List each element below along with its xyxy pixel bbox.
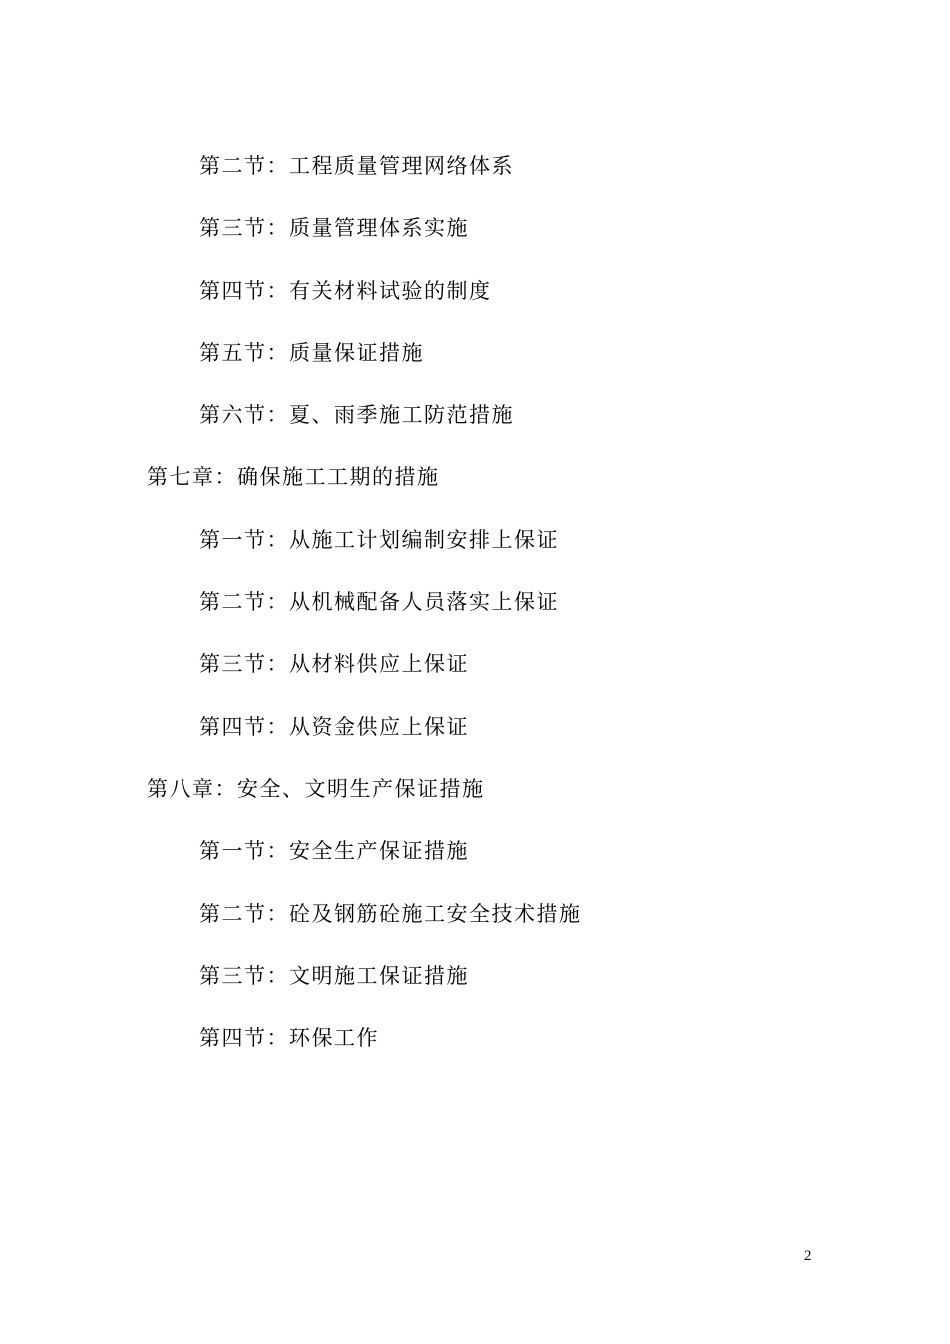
toc-chapter-heading: 第七章：确保施工工期的措施 <box>147 465 440 490</box>
toc-entry: 第三节：质量管理体系实施 <box>199 216 469 241</box>
toc-chapter-heading: 第八章：安全、文明生产保证措施 <box>147 776 485 801</box>
toc-entry: 第二节：砼及钢筋砼施工安全技术措施 <box>199 901 582 926</box>
toc-entry: 第三节：文明施工保证措施 <box>199 963 469 988</box>
toc-entry: 第一节：从施工计划编制安排上保证 <box>199 527 559 552</box>
page-number: 2 <box>804 1248 812 1264</box>
toc-entry: 第一节：安全生产保证措施 <box>199 839 469 864</box>
toc-entry: 第六节：夏、雨季施工防范措施 <box>199 403 514 428</box>
toc-entry: 第五节：质量保证措施 <box>199 340 424 365</box>
toc-entry: 第二节：从机械配备人员落实上保证 <box>199 590 559 615</box>
toc-entry: 第三节：从材料供应上保证 <box>199 652 469 677</box>
toc-entry: 第四节：有关材料试验的制度 <box>199 278 492 303</box>
toc-entry: 第四节：从资金供应上保证 <box>199 714 469 739</box>
toc-entry: 第四节：环保工作 <box>199 1026 379 1051</box>
toc-entry: 第二节：工程质量管理网络体系 <box>199 154 514 178</box>
table-of-contents <box>0 145 950 1079</box>
